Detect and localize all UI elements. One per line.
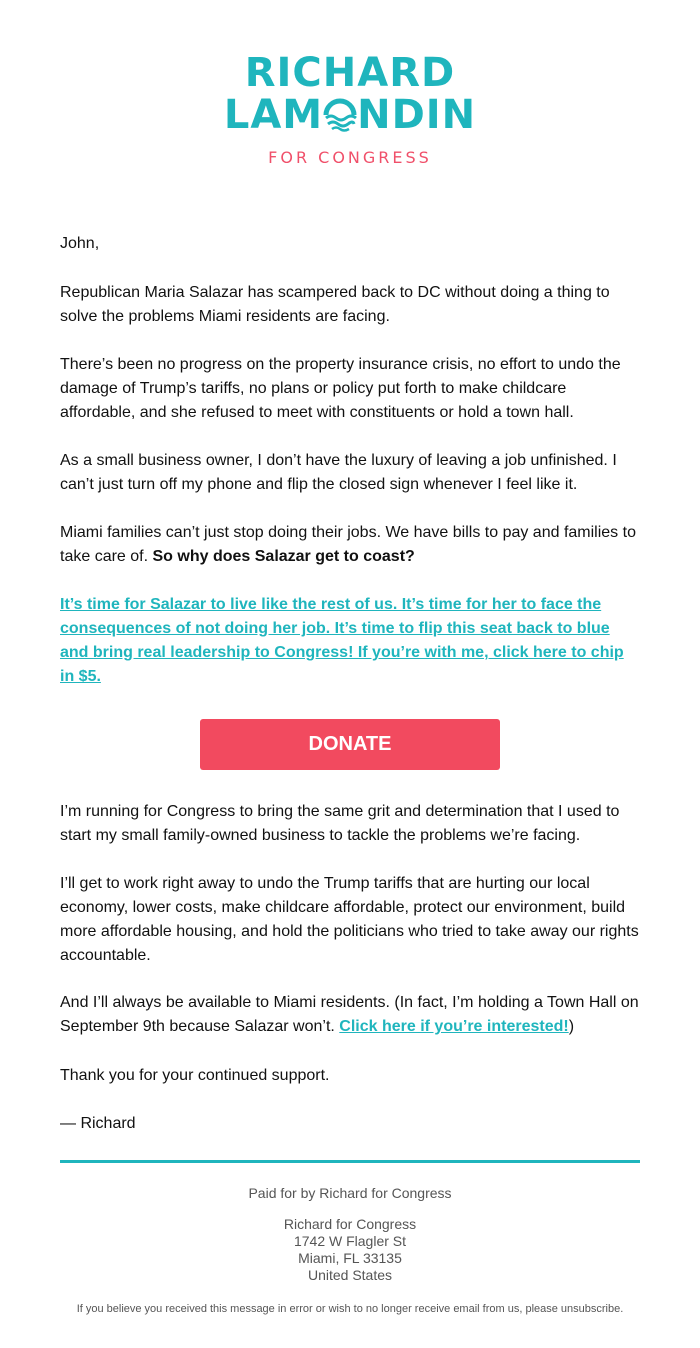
paragraph-5	[60, 800, 642, 848]
mailing-address	[60, 1216, 640, 1284]
paragraph-7-text: And I’ll always be available to Miami residents. (In fact, I’m holding a Town Hall on September 9th because Salazar won’t.	[60, 994, 639, 1035]
paragraph-7-end: )	[568, 1018, 575, 1035]
logo-line2-left: LAM	[223, 92, 324, 138]
logo-line-lamondin	[0, 94, 700, 140]
paragraph-1-text: Republican Maria Salazar has scampered back to DC without doing a thing to solve the problems Miami residents are facing.	[60, 284, 610, 325]
wave-o-icon	[323, 98, 357, 140]
chip-in-link[interactable]: It’s time for Salazar to live like the rest of us. It’s time for her to face the consequences of not doing her job. It’s time to flip this seat back to blue and bring real leadership to Congress! If you’re with me, click here to chip in $5.	[60, 596, 624, 685]
address-country: United States	[307, 1267, 393, 1283]
paragraph-7	[60, 991, 642, 1039]
cta-paragraph	[60, 593, 642, 689]
paragraph-5-text: I’m running for Congress to bring the same grit and determination that I used to start my small family-owned business to tackle the problems we’re facing.	[60, 803, 620, 844]
campaign-logo	[0, 52, 700, 167]
logo-line2-right: NDIN	[357, 92, 477, 138]
paragraph-6	[60, 872, 642, 968]
paragraph-8	[60, 1064, 642, 1088]
paragraph-2	[60, 353, 642, 425]
paragraph-3-text: As a small business owner, I don’t have the luxury of leaving a job unfinished. I can’t just turn off my phone and flip the closed sign whenever I feel like it.	[60, 452, 617, 493]
paragraph-4-bold: So why does Salazar get to coast?	[152, 548, 415, 565]
paid-for-disclaimer: Paid for by Richard for Congress	[248, 1185, 452, 1201]
unsubscribe-notice[interactable]: If you believe you received this message in error or wish to no longer receive email from us, please unsubscribe.	[76, 1303, 624, 1315]
paragraph-8-text: Thank you for your continued support.	[60, 1067, 330, 1084]
logo-subtitle: FOR CONGRESS	[268, 148, 432, 167]
address-city: Miami, FL 33135	[298, 1250, 402, 1266]
signoff-text: — Richard	[60, 1115, 136, 1132]
address-street: 1742 W Flagler St	[293, 1233, 407, 1249]
paragraph-4	[60, 521, 642, 569]
paragraph-2-text: There’s been no progress on the property insurance crisis, no effort to undo the damage of Trump’s tariffs, no plans or policy put forth to make childcare affordable, and she refused to meet with constituents or hold a town hall.	[60, 356, 621, 421]
paragraph-3	[60, 449, 642, 497]
paragraph-1	[60, 281, 642, 329]
signoff	[60, 1112, 642, 1136]
paragraph-4-text: Miami families can’t just stop doing their jobs. We have bills to pay and families to take care of.	[60, 524, 636, 565]
town-hall-link[interactable]: Click here if you’re interested!	[339, 1018, 569, 1035]
logo-line-richard: RICHARD	[244, 50, 456, 96]
paragraph-6-text: I’ll get to work right away to undo the Trump tariffs that are hurting our local economy, lower costs, make childcare affordable, protect our environment, build more affordable housing, and hold the politicians who tried to take away our rights accountable.	[60, 875, 639, 964]
email-greeting	[60, 232, 642, 256]
greeting: John,	[60, 235, 100, 252]
address-org: Richard for Congress	[283, 1216, 417, 1232]
donate-button[interactable]: DONATE	[200, 719, 500, 770]
footer-divider	[60, 1160, 640, 1163]
